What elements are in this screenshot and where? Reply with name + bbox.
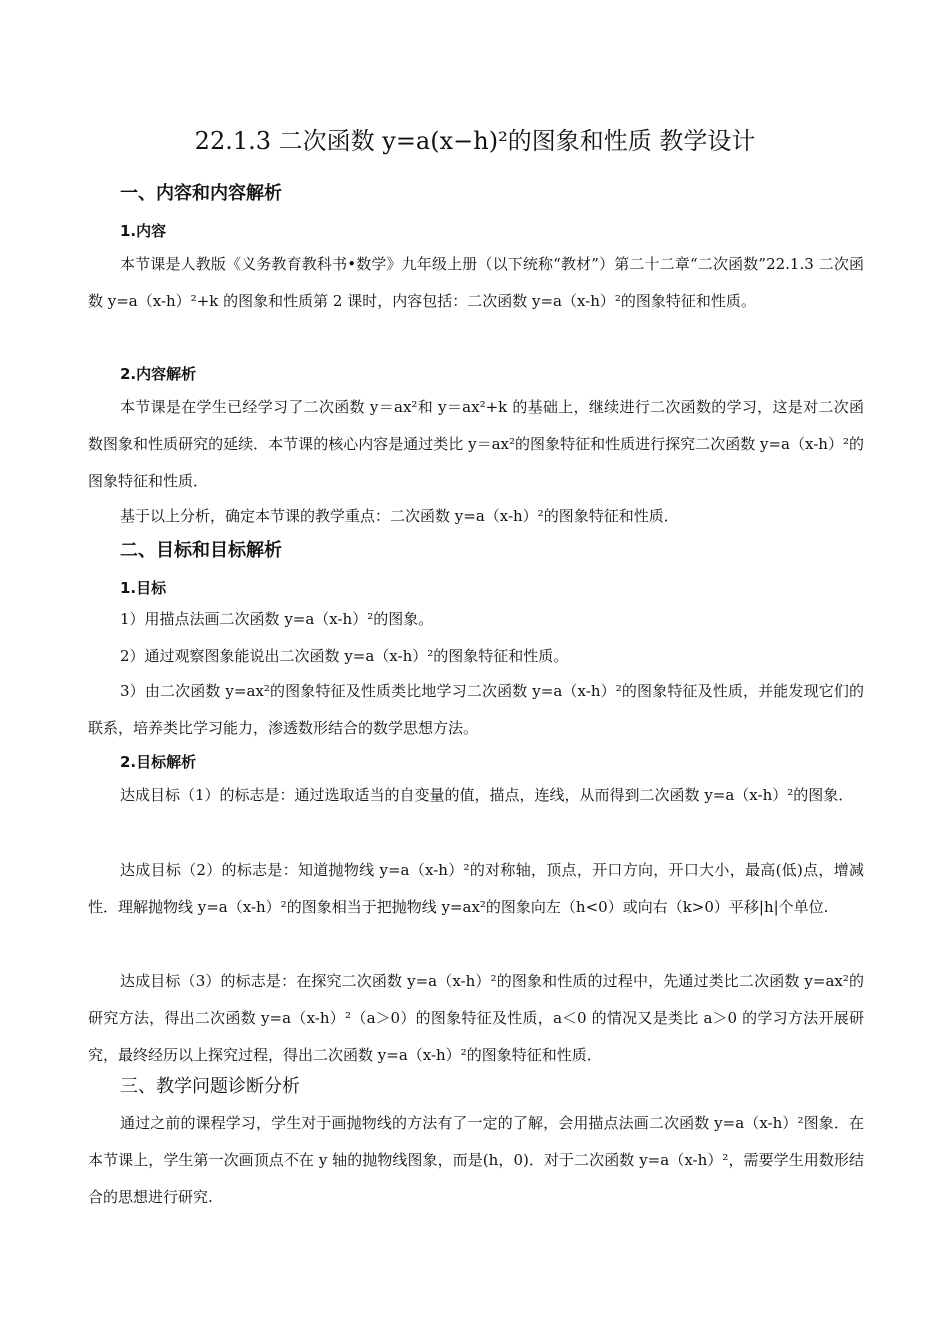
subsection-heading-goal-analysis: 2.目标解析 xyxy=(120,753,197,771)
section-heading-diagnosis: 三、教学问题诊断分析 xyxy=(120,1076,300,1097)
goal-analysis-paragraph-2: 达成目标（2）的标志是：知道抛物线 y=a（x-h）²的对称轴，顶点，开口方向，开口大小，最高(低)点，增减性．理解抛物线 y=a（x-h）²的图象相当于把抛物线 y=ax²的图象向左（h<0）或向右（k>0）平移|h|个单位. xyxy=(88,861,864,916)
goal-analysis-paragraph-1: 达成目标（1）的标志是：通过选取适当的自变量的值，描点，连线，从而得到二次函数 y=a（x-h）²的图象． xyxy=(120,786,854,804)
goal-analysis-paragraph-3: 达成目标（3）的标志是：在探究二次函数 y=a（x-h）²的图象和性质的过程中，先通过类比二次函数 y=ax²的研究方法，得出二次函数 y=a（x-h）²（a＞0）的图象特征及性质，a＜0 的情况又是类比 a＞0 的学习方法开展研究，最终经历以上探究过程，得出二次函数 y=a（x-h）²的图象特征和性质． xyxy=(88,972,864,1064)
document-title: 22.1.3 二次函数 y=a(x−h)²的图象和性质 教学设计 xyxy=(194,127,756,155)
paragraph-content-intro: 本节课是人教版《义务教育教科书•数学》九年级上册（以下统称“教材”）第二十二章“二次函数”22.1.3 二次函数 y=a（x-h）²+k 的图象和性质第 2 课时，内容包括：二次函数 y=a（x-h）²的图象特征和性质。 xyxy=(88,255,864,310)
section-heading-content: 一、内容和内容解析 xyxy=(120,183,282,204)
section-heading-goals: 二、目标和目标解析 xyxy=(120,540,282,561)
diagnosis-paragraph: 通过之前的课程学习，学生对于画抛物线的方法有了一定的了解，会用描点法画二次函数 y=a（x-h）²图象．在本节课上，学生第一次画顶点不在 y 轴的抛物线图象，而是(h，0)．对于二次函数 y=a（x-h）²，需要学生用数形结合的思想进行研究. xyxy=(88,1114,864,1206)
paragraph-content-analysis: 本节课是在学生已经学习了二次函数 y＝ax²和 y＝ax²+k 的基础上，继续进行二次函数的学习，这是对二次函数图象和性质研究的延续．本节课的核心内容是通过类比 y＝ax²的图象特征和性质进行探究二次函数 y=a（x-h）²的图象特征和性质． xyxy=(88,398,864,490)
subsection-heading-goals: 1.目标 xyxy=(120,579,167,597)
goal-item-2: 2）通过观察图象能说出二次函数 y=a（x-h）²的图象特征和性质。 xyxy=(120,647,569,665)
goal-item-3: 3）由二次函数 y=ax²的图象特征及性质类比地学习二次函数 y=a（x-h）²的图象特征及性质，并能发现它们的联系，培养类比学习能力，渗透数形结合的数学思想方法。 xyxy=(88,682,864,737)
subsection-heading-content: 1.内容 xyxy=(120,222,167,240)
goal-item-1: 1）用描点法画二次函数 y=a（x-h）²的图象。 xyxy=(120,610,434,628)
paragraph-teaching-focus: 基于以上分析，确定本节课的教学重点：二次函数 y=a（x-h）²的图象特征和性质． xyxy=(120,507,679,525)
subsection-heading-content-analysis: 2.内容解析 xyxy=(120,365,197,383)
